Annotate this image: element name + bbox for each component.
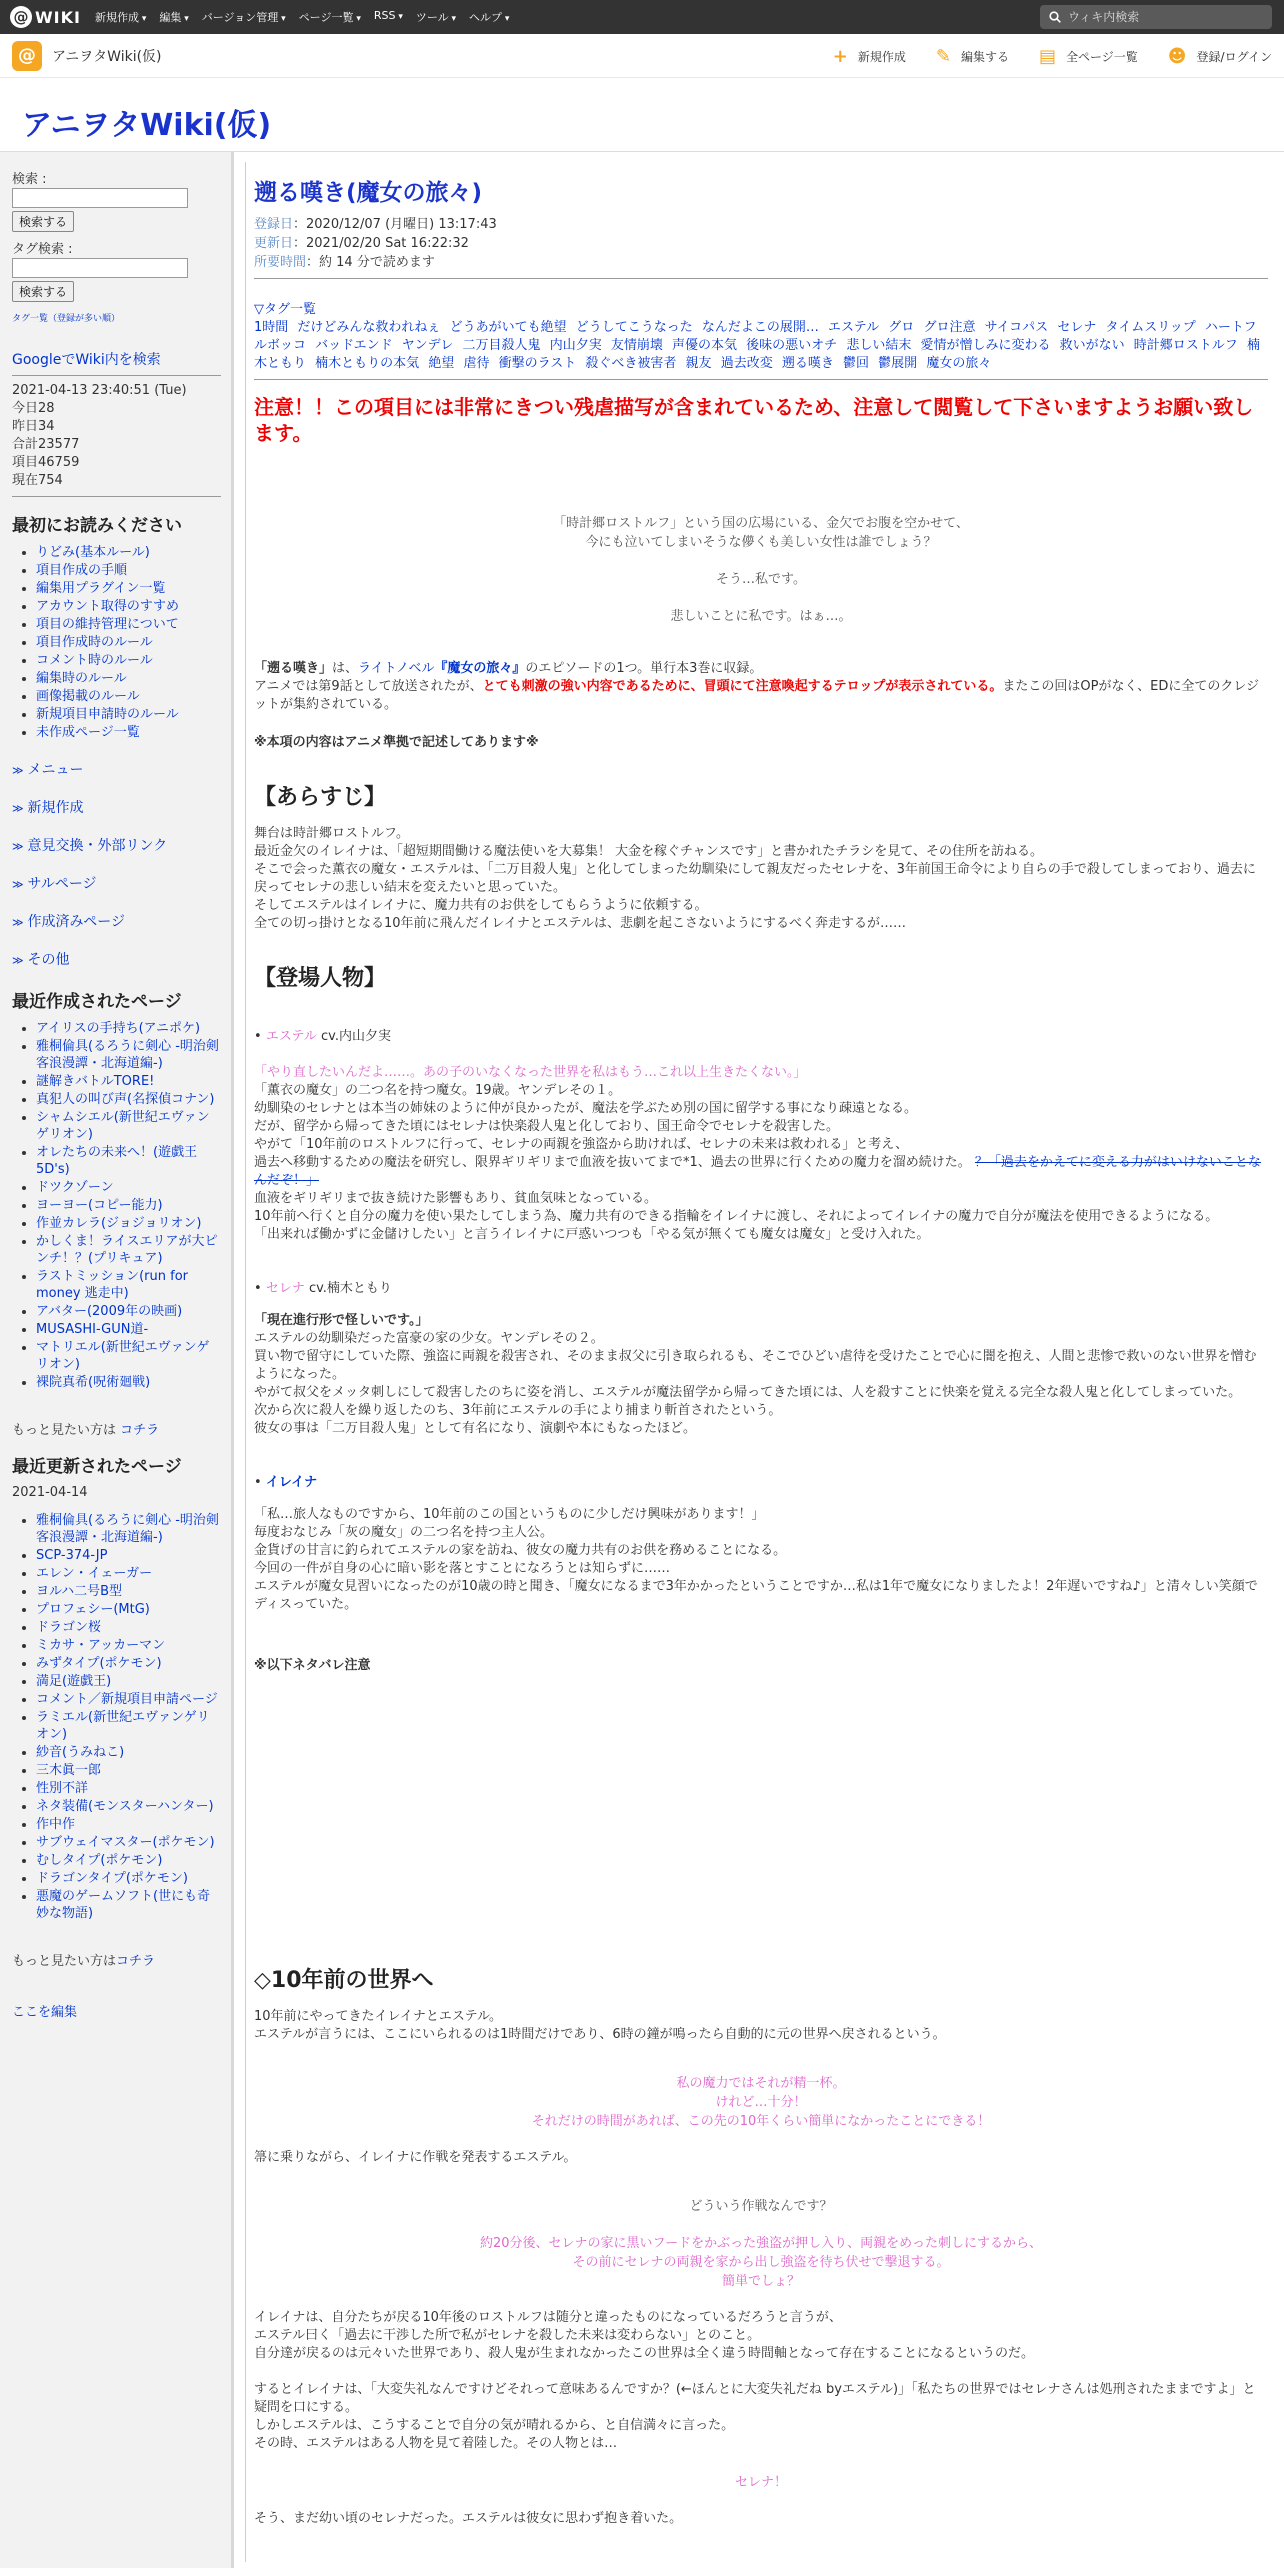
light-novel-link[interactable]: ライトノベル	[358, 661, 435, 676]
dialogue-line: セレナ！	[734, 2475, 787, 2490]
story-line: 箒に乗りながら、イレイナに作戦を発表するエステル。	[254, 2150, 577, 2165]
recent-item[interactable]: ドツクゾーン	[36, 1180, 114, 1195]
character-line: 今回の一件が自身の心に暗い影を落とすことになろうとは知らずに……	[254, 1561, 671, 1576]
recent-item[interactable]: アバター(2009年の映画)	[36, 1304, 183, 1319]
wiki-search	[1040, 5, 1272, 29]
updated-item[interactable]: むしタイプ(ポケモン)	[36, 1853, 163, 1868]
character-line: だが、留学から帰ってきた頃にはセレナは快楽殺人鬼と化しており、国王命令でセレナを殺害した。	[254, 1119, 840, 1134]
character-line: 毎度おなじみ「灰の魔女」の二つ名を持つ主人公。	[254, 1525, 554, 1540]
tag-link[interactable]: 友情崩壊	[610, 338, 663, 353]
updated-item[interactable]: コメント／新規項目申請ページ	[36, 1692, 218, 1707]
tag-search-label: タグ検索 :	[12, 242, 73, 257]
recent-item[interactable]: アイリスの手持ち(アニポケ)	[36, 1021, 201, 1036]
at-logo-icon: @	[10, 6, 32, 28]
updated-item[interactable]: 雅桐倫具(るろうに剣心 -明治剣客浪漫譚・北海道編-)	[36, 1513, 219, 1545]
wiki-logo[interactable]: @ WIKI	[10, 6, 81, 28]
dialogue-line: その前にセレナの両親を家から出し強盗を待ち伏せで撃退する。	[572, 2255, 950, 2270]
updated-item[interactable]: みずタイプ(ポケモン)	[36, 1656, 162, 1671]
text: は、	[332, 661, 359, 676]
tag-link[interactable]: 愛情が憎しみに変わる	[920, 338, 1051, 353]
pencil-icon: ✎	[935, 45, 951, 67]
updated-item[interactable]: 三木眞一郎	[36, 1763, 102, 1778]
character-quote: 「現在進行形で怪しいです。」	[254, 1313, 429, 1328]
character-name[interactable]: エステル	[265, 1029, 317, 1044]
updated-item[interactable]: ミカサ・アッカーマン	[36, 1638, 166, 1653]
character-elaina: • イレイナ 「私…旅人なものですから、10年前のこの国というものに少しだけ興味があります！」 毎度おなじみ「灰の魔女」の二つ名を持つ主人公。 金貨げの甘言に釣られてエステルの家を訪ね、彼女の魔力共有のお供を務めることになる。 今回の一件が自身の心に暗い影を落とすことになろうとは知らずに…… エステルが魔女見習いになったのが10歳の時と聞き、「魔女になるまで3年かかったということですか…私は1年で魔女になりましたよ！2年遅いですね♪」と清々しい笑顔でディスっていた。	[254, 1474, 1268, 1614]
tag-link[interactable]: 魔女の旅々	[926, 356, 992, 371]
first-read-item[interactable]: 画像掲載のルール	[36, 689, 140, 704]
tag-link[interactable]: 過去改変	[720, 356, 773, 371]
character-line: やがて叔父をメッタ刺しにして殺害したのちに姿を消し、エステルが魔法留学から帰ってきた頃には、人を殺すことに快楽を覚える完全な殺人鬼と化してしまっていた。	[254, 1385, 1242, 1400]
first-read-item[interactable]: 新規項目申請時のルール	[36, 707, 179, 722]
first-read-list	[36, 544, 221, 741]
google-search-link[interactable]: GoogleでWiki内を検索	[12, 352, 161, 368]
tag-link[interactable]: 悲しい結末	[846, 338, 912, 353]
access-stats	[12, 382, 221, 490]
quote-line: 悲しいことに私です。はぁ…。	[670, 609, 852, 624]
menu-edit[interactable]: 編集 ▾	[159, 9, 188, 25]
character-line: 次から次に殺人を繰り返したのち、3年前にエステルの手により捕まり斬首されたという。	[254, 1403, 782, 1418]
dialogue-line: けれど…十分！	[715, 2095, 807, 2110]
dialogue-block	[254, 2074, 1268, 2131]
character-line: 幼馴染のセレナとは本当の姉妹のように仲が良かったが、魔法を学ぶため別の国に留学する事になり疎遠となる。	[254, 1101, 918, 1116]
edit-button[interactable]: ✎ 編集する	[935, 45, 1009, 67]
voice-actor: cv.楠木ともり	[304, 1281, 392, 1296]
top-navbar	[0, 0, 1284, 34]
recent-item[interactable]: オレたちの未来へ！(遊戯王5D's)	[36, 1145, 198, 1177]
login-button[interactable]: ☻ 登録/ログイン	[1167, 45, 1272, 67]
story-line: そう、まだ幼い頃のセレナだった。エステルは彼女に思わず抱き着いた。	[254, 2511, 683, 2526]
first-read-item[interactable]: 編集用プラグイン一覧	[36, 581, 166, 596]
first-read-item[interactable]: りどみ(基本ルール)	[36, 545, 150, 560]
meta-value: ：2021/02/20 Sat 16:22:32	[293, 236, 469, 251]
intro-quote	[254, 514, 1268, 626]
users-icon: ☻	[1167, 45, 1187, 67]
character-quote: 「やり直したいんだよ……。あの子のいなくなった世界を私はもう…これ以上生きたくない。」	[254, 1065, 807, 1080]
updated-item[interactable]: 作中作	[36, 1817, 76, 1832]
tag-search-input[interactable]	[12, 258, 188, 278]
search-label: 検索 :	[12, 172, 47, 187]
tag-link[interactable]: 楠木ともりの本気	[315, 356, 420, 371]
updated-item[interactable]: ドラゴンタイプ(ポケモン)	[36, 1871, 188, 1886]
updated-item[interactable]: 満足(遊戯王)	[36, 1674, 112, 1689]
recent-item[interactable]: ヨーヨー(コピー能力)	[36, 1198, 163, 1213]
tag-search-button[interactable]: 検索する	[12, 281, 74, 302]
tag-link[interactable]: 虐待	[463, 356, 490, 371]
nav-salpage[interactable]: ≫ サルページ	[12, 876, 97, 892]
recent-item[interactable]: 謎解きバトルTORE!	[36, 1074, 155, 1089]
dialogue-line: 私の魔力ではそれが精一杯。	[676, 2076, 846, 2091]
sidebar-search-button[interactable]: 検索する	[12, 211, 74, 232]
recent-item[interactable]: かしくま！ライスエリアが大ピンチ！？(プリキュア)	[36, 1234, 218, 1266]
menu-rss[interactable]: RSS ▾	[374, 9, 403, 25]
nav-other[interactable]: ≫ その他	[12, 952, 70, 968]
character-line: 血液をギリギリまで抜き続けた影響もあり、貧血気味となっている。	[254, 1191, 658, 1206]
first-read-item[interactable]: 項目の維持管理について	[36, 617, 179, 632]
tag-link[interactable]: 遡る嘆き	[781, 356, 834, 371]
tag-list-heading[interactable]: ▽タグ一覧	[254, 302, 316, 317]
updated-item[interactable]: 悪魔のゲームソフト(世にも奇妙な物語)	[36, 1889, 211, 1921]
character-line: 過去へ移動するための魔法を研究し、限界ギリギリまで血液を抜いてまで*1、過去の世界に行くための魔力を溜め続けた。	[254, 1155, 971, 1170]
character-line: やがて「10年前のロストルフに行って、セレナの両親を強盗から助ければ、セレナの未来は救われる」と考え、	[254, 1137, 909, 1152]
menu-help[interactable]: ヘルプ ▾	[469, 9, 509, 25]
recent-created-title: 最近作成されたページ	[12, 992, 182, 1012]
tag-link[interactable]: どうしてこうなった	[575, 320, 693, 335]
more-prefix: もっと見たい方は	[12, 1954, 117, 1969]
menu-new[interactable]: 新規作成 ▾	[95, 9, 146, 25]
document-icon: ▤	[1039, 45, 1057, 67]
site-logo-icon: @	[12, 41, 42, 71]
stat-yesterday: 昨日34	[12, 419, 55, 434]
more-link[interactable]: コチラ	[120, 1423, 160, 1438]
synopsis	[254, 825, 1268, 933]
main-content	[237, 152, 1284, 2568]
tag-link[interactable]: タイムスリップ	[1105, 320, 1196, 335]
search-input[interactable]	[1068, 10, 1258, 24]
synopsis-line: 全ての切っ掛けとなる10年前に飛んだイレイナとエステルは、悲劇を起こさないようにするべく奔走するが……	[254, 916, 906, 931]
double-chevron-icon: ≫	[12, 802, 24, 815]
story-line: 10年前にやってきたイレイナとエステル。	[254, 2009, 502, 2024]
double-chevron-icon: ≫	[12, 954, 24, 967]
site-name: アニヲタWiki(仮)	[52, 48, 162, 65]
tag-link[interactable]: だけどみんな救われねぇ	[297, 320, 441, 335]
recent-item[interactable]: マトリエル(新世紀エヴァンゲリオン)	[36, 1340, 210, 1372]
plus-icon: +	[832, 45, 848, 67]
nav-menu[interactable]: ≫ メニュー	[12, 762, 84, 778]
character-line: 金貨げの甘言に釣られてエステルの家を訪ね、彼女の魔力共有のお供を務めることになる。	[254, 1543, 787, 1558]
majo-link[interactable]: 『魔女の旅々』	[434, 661, 526, 676]
first-read-item[interactable]: アカウント取得のすすめ	[36, 599, 180, 614]
updated-item[interactable]: ラミエル(新世紀エヴァンゲリオン)	[36, 1710, 210, 1742]
site-bar	[0, 34, 1284, 78]
updated-item[interactable]: サブウェイマスター(ポケモン)	[36, 1835, 215, 1850]
menu-pages[interactable]: ページ一覧 ▾	[299, 9, 361, 25]
recent-item[interactable]: MUSASHI-GUN道-	[36, 1322, 149, 1337]
menu-version[interactable]: バージョン管理 ▾	[202, 9, 286, 25]
text: アニメでは第9話として放送されたが、	[254, 679, 483, 694]
meta-value: ：約 14 分で読めます	[306, 255, 435, 270]
tag-link[interactable]: 鬱回	[843, 356, 870, 371]
first-read-item[interactable]: 項目作成の手順	[36, 563, 128, 578]
double-chevron-icon: ≫	[12, 916, 24, 929]
story-section	[254, 2008, 1268, 2528]
text: のエピソードの1つ。単行本3巻に収録。	[525, 661, 763, 676]
page-meta	[254, 215, 1268, 272]
tag-link[interactable]: 内山夕実	[549, 338, 602, 353]
character-line: 買い物で留守にしていた際、強盗に両親を殺害され、そのまま叔父に引き取られるも、そこでひどい虐待を受けたことで心に闇を抱え、人間と悲惨で救いのない世界を憎むようになった。	[254, 1349, 1257, 1382]
first-read-title: 最初にお読みください	[12, 516, 182, 536]
meta-key: 登録日	[254, 217, 294, 232]
dialogue-block	[254, 2234, 1268, 2291]
tag-link[interactable]: 衝撃のラスト	[498, 356, 577, 371]
all-pages-button[interactable]: ▤ 全ページ一覧	[1039, 45, 1138, 67]
text: またこの回はOPがなく、EDに全てのクレジットが集約されている。	[254, 679, 1260, 712]
meta-key: 更新日	[254, 236, 294, 251]
updated-date: 2021-04-14	[12, 1485, 88, 1500]
stat-datetime: 2021-04-13 23:40:51 (Tue)	[12, 383, 187, 398]
dialogue-line: どういう作戦なんです？	[689, 2199, 833, 2214]
synopsis-line: 最近金欠のイレイナは、「超短期間働ける魔法使いを大募集！ 大金を稼ぐチャンスです」と書かれたチラシを見て、その住所を訪ねる。	[254, 844, 1043, 859]
synopsis-line: そしてエステルはイレイナに、魔力共有のお供をしてもらうように依頼する。	[254, 898, 708, 913]
tag-link[interactable]: グロ注意	[923, 320, 976, 335]
tag-links	[254, 319, 1268, 373]
synopsis-line: そこで会った薫衣の魔女・エステルは、「二万目殺人鬼」と化してしまった幼馴染にして親友だったセレナを、3年前国王命令により自らの手で殺してしまっており、過去に戻ってセレナの悲しい結末を変えたいと思っていた。	[254, 862, 1256, 895]
character-line: 「私…旅人なものですから、10年前のこの国というものに少しだけ興味があります！」	[254, 1507, 765, 1522]
updated-item[interactable]: 紗音(うみねこ)	[36, 1745, 125, 1760]
meta-key: 所要時間	[254, 255, 307, 270]
tag-link[interactable]: グロ	[888, 320, 915, 335]
tag-link[interactable]: ハートフルボッコ	[254, 320, 1257, 353]
updated-item[interactable]: プロフェシー(MtG)	[36, 1602, 150, 1617]
tag-list-link[interactable]: タグ一覧（登録が多い順）	[12, 314, 121, 324]
character-estelle: • エステル cv.内山夕実 「やり直したいんだよ……。あの子のいなくなった世界を私はもう…これ以上生きたくない。」 「薫衣の魔女」の二つ名を持つ魔女。19歳。ヤンデレその１。 幼馴染のセレナとは本当の姉妹のように仲が良かったが、魔法を学ぶため別の国に留学する事になり疎遠となる。 だが、留学から帰ってきた頃にはセレナは快楽殺人鬼と化しており、国王命令でセレナを殺害した。 やがて「10年前のロストルフに行って、セレナの両親を強盗から助ければ、セレナの未来は救われる」と考え、 過去へ移動するための魔法を研究し、限界ギリギリまで血液を抜いてまで*1、過去の世界に行くための魔力を溜め続けた。 ？「過去をかえてに変える力がはいけないことなんだぞ！」 血液をギリギリまで抜き続けた影響もあり、貧血気味となっている。 10年前へ行くと自分の魔力を使い果たしてしまう為、魔力共有のできる指輪をイレイナに渡し、それによってイレイナの魔力で自分が魔法を使用できるようになる。 「出来れば働かずに金儲けしたい」と言うイレイナに戸惑いつつも「やる気が無くても魔女は魔女」と受け入れた。	[254, 1028, 1268, 1244]
anime-note: ※本項の内容はアニメ準拠で記述してあります※	[254, 735, 539, 750]
banner-title[interactable]: アニヲタWiki(仮)	[22, 108, 272, 143]
recent-item[interactable]: 雅桐倫具(るろうに剣心 -明治剣客浪漫譚・北海道編-)	[36, 1039, 219, 1071]
voice-actor: cv.内山夕実	[316, 1029, 392, 1044]
updated-item[interactable]: エレン・イェーガー	[36, 1566, 153, 1581]
character-line: 「出来れば働かずに金儲けしたい」と言うイレイナに戸惑いつつも「やる気が無くても魔女は魔女」と受け入れた。	[254, 1227, 930, 1242]
tag-link[interactable]: 絶望	[428, 356, 455, 371]
new-page-button[interactable]: + 新規作成	[832, 45, 906, 67]
stat-now: 現在754	[12, 473, 63, 488]
first-read-item[interactable]: 未作成ページ一覧	[36, 725, 140, 740]
stat-items: 項目46759	[12, 455, 80, 470]
section-characters: 【登場人物】	[254, 966, 387, 991]
section-10-years: ◇10年前の世界へ	[254, 1968, 434, 1993]
story-line: するとイレイナは、「大変失礼なんですけどそれって意味あるんですか？(←ほんとに大変失礼だね byエステル)」「私たちの世界ではセレナさんは処刑されたままですよ」と疑問を口にする。	[254, 2382, 1256, 2415]
tag-link[interactable]: サイコパス	[984, 320, 1049, 335]
character-line: 「薫衣の魔女」の二つ名を持つ魔女。19歳。ヤンデレその１。	[254, 1083, 622, 1098]
updated-item[interactable]: 性別不詳	[36, 1781, 89, 1796]
tag-link[interactable]: エステル	[828, 320, 880, 335]
nav-opinion[interactable]: ≫ 意見交換・外部リンク	[12, 838, 168, 854]
character-line: 彼女の事は「二万目殺人鬼」として有名になり、演劇や本にもなったほど。	[254, 1421, 697, 1436]
dialogue-line: それだけの時間があれば、この先の10年くらい簡単になかったことにできる！	[531, 2114, 991, 2129]
page-title: 遡る嘆き(魔女の旅々)	[254, 180, 483, 206]
updated-item[interactable]: ネタ装備(モンスターハンター)	[36, 1799, 214, 1814]
double-chevron-icon: ≫	[12, 878, 24, 891]
story-line: 自分達が戻るのは元々いた世界であり、殺人鬼が生まれなかったこの世界は全く違う時間軸となって存在することになるというのだ。	[254, 2346, 1035, 2361]
recent-created-list	[36, 1020, 221, 1391]
tag-list	[254, 301, 1268, 373]
tag-link[interactable]: 親友	[685, 356, 712, 371]
edit-here-link[interactable]: ここを編集	[12, 2005, 78, 2020]
strike-note: ？「過去をかえてに変える力がはいけないことなんだぞ！」	[254, 1155, 1261, 1188]
more-link[interactable]: コチラ	[116, 1954, 156, 1969]
content-border	[245, 162, 246, 2562]
updated-item[interactable]: ドラゴン桜	[36, 1620, 102, 1635]
story-line: エステルが言うには、ここにいられるのは1時間だけであり、6時の鐘が鳴ったら自動的に元の世界へ戻されるという。	[254, 2027, 946, 2042]
recent-updated-list	[36, 1512, 221, 1922]
dialogue-line: 簡単でしょ？	[721, 2274, 800, 2289]
tag-link[interactable]: 楠木ともり	[254, 338, 1260, 371]
stat-total: 合計23577	[12, 437, 80, 452]
story-line: イレイナは、自分たちが戻る10年後のロストルフは随分と違ったものになっているだろうと言うが、	[254, 2310, 842, 2325]
search-icon[interactable]	[1048, 10, 1062, 24]
top-menu	[95, 9, 522, 25]
character-line: 10年前へ行くと自分の魔力を使い果たしてしまう為、魔力共有のできる指輪をイレイナに渡し、それによってイレイナの魔力で自分が魔法を使用できるようになる。	[254, 1209, 1219, 1224]
tag-link[interactable]: 救いがない	[1059, 338, 1125, 353]
bold-text: 「遡る嘆き」	[254, 661, 333, 676]
meta-value: ：2020/12/07 (月曜日) 13:17:43	[293, 217, 497, 232]
character-name[interactable]: セレナ	[265, 1281, 305, 1296]
tag-link[interactable]: 殺ぐべき被害者	[585, 356, 677, 371]
description	[254, 660, 1268, 752]
tag-link[interactable]: どうあがいても絶望	[449, 320, 567, 335]
story-line: その時、エステルはある人物を見て着陸した。その人物とは…	[254, 2436, 618, 2451]
tag-link[interactable]: なんだよこの展開…	[701, 320, 819, 335]
tag-link[interactable]: 時計郷ロストルフ	[1133, 338, 1238, 353]
story-line: エステル曰く「過去に干渉した所で私がセレナを殺した未来は変わらない」とのこと。	[254, 2328, 761, 2343]
sidebar	[0, 152, 234, 2568]
site-home-link[interactable]	[12, 41, 162, 71]
dialogue-line: 約20分後、セレナの家に黒いフードをかぶった強盗が押し入り、両親をめった刺しにするから、	[479, 2236, 1043, 2251]
updated-item[interactable]: SCP-374-JP	[36, 1548, 108, 1563]
more-prefix: もっと見たい方は	[12, 1423, 121, 1438]
tag-link[interactable]: バッドエンド	[315, 338, 393, 353]
sidebar-search-input[interactable]	[12, 188, 188, 208]
character-line: エステルの幼馴染だった富豪の家の少女。ヤンデレその２。	[254, 1331, 604, 1346]
character-line: エステルが魔女見習いになったのが10歳の時と聞き、「魔女になるまで3年かかったということですか…私は1年で魔女になりましたよ！2年遅いですね♪」と清々しい笑顔でディスっていた。	[254, 1579, 1258, 1612]
content-warning: 注意！！この項目には非常にきつい残虐描写が含まれているため、注意して閲覧して下さいますようお願い致します。	[254, 395, 1254, 445]
tag-link[interactable]: 声優の本気	[672, 338, 738, 353]
recent-item[interactable]: 真犯人の叫び声(名探偵コナン)	[36, 1092, 215, 1107]
tag-link[interactable]: 後味の悪いオチ	[746, 338, 838, 353]
stat-today: 今日28	[12, 401, 55, 416]
tag-link[interactable]: ヤンデレ	[401, 338, 454, 353]
double-chevron-icon: ≫	[12, 764, 24, 777]
updated-item[interactable]: ヨルハ二号B型	[36, 1584, 123, 1599]
recent-item[interactable]: 裸院真希(呪術廻戦)	[36, 1375, 151, 1390]
spoiler-note: ※以下ネタバレ注意	[254, 1658, 371, 1673]
tag-link[interactable]: セレナ	[1057, 320, 1097, 335]
site-banner	[0, 92, 1284, 152]
recent-item[interactable]: 作並カレラ(ジョジョリオン)	[36, 1216, 202, 1231]
menu-tools[interactable]: ツール ▾	[416, 9, 456, 25]
red-warning-text: とても刺激の強い内容であるために、冒頭にて注意喚起するテロップが表示されている。	[482, 679, 1003, 694]
first-read-item[interactable]: 編集時のルール	[36, 671, 127, 686]
nav-created[interactable]: ≫ 作成済みページ	[12, 914, 125, 930]
character-name[interactable]: イレイナ	[265, 1475, 318, 1490]
story-line: しかしエステルは、こうすることで自分の気が晴れるから、と自信満々に言った。	[254, 2418, 735, 2433]
synopsis-line: 舞台は時計郷ロストルフ。	[254, 826, 409, 841]
first-read-item[interactable]: コメント時のルール	[36, 653, 153, 668]
quote-line: 「時計郷ロストルフ」という国の広場にいる、金欠でお腹を空かせて、	[553, 516, 969, 531]
character-serena: • セレナ cv.楠木ともり 「現在進行形で怪しいです。」 エステルの幼馴染だった富豪の家の少女。ヤンデレその２。 買い物で留守にしていた際、強盗に両親を殺害され、そのまま叔父に引き取られるも、そこでひどい虐待を受けたことで心に闇を抱え、人間と悲惨で救いのない世界を憎むようになった。 やがて叔父をメッタ刺しにして殺害したのちに姿を消し、エステルが魔法留学から帰ってきた頃には、人を殺すことに快楽を覚える完全な殺人鬼と化してしまっていた。 次から次に殺人を繰り返したのち、3年前にエステルの手により捕まり斬首されたという。 彼女の事は「二万目殺人鬼」として有名になり、演劇や本にもなったほど。	[254, 1280, 1268, 1438]
recent-item[interactable]: ラストミッション(run for money 逃走中)	[36, 1269, 188, 1301]
quote-line: 今にも泣いてしまいそうな儚くも美しい女性は誰でしょう？	[585, 535, 937, 550]
first-read-item[interactable]: 項目作成時のルール	[36, 635, 153, 650]
recent-item[interactable]: シャムシエル(新世紀エヴァンゲリオン)	[36, 1110, 210, 1142]
double-chevron-icon: ≫	[12, 840, 24, 853]
tag-link[interactable]: 二万目殺人鬼	[462, 338, 541, 353]
tag-link[interactable]: 1時間	[254, 320, 289, 335]
tag-link[interactable]: 鬱展開	[878, 356, 918, 371]
section-synopsis: 【あらすじ】	[254, 785, 387, 810]
nav-new[interactable]: ≫ 新規作成	[12, 800, 84, 816]
quote-line: そう…私です。	[716, 572, 806, 587]
recent-updated-title: 最近更新されたページ	[12, 1457, 182, 1477]
